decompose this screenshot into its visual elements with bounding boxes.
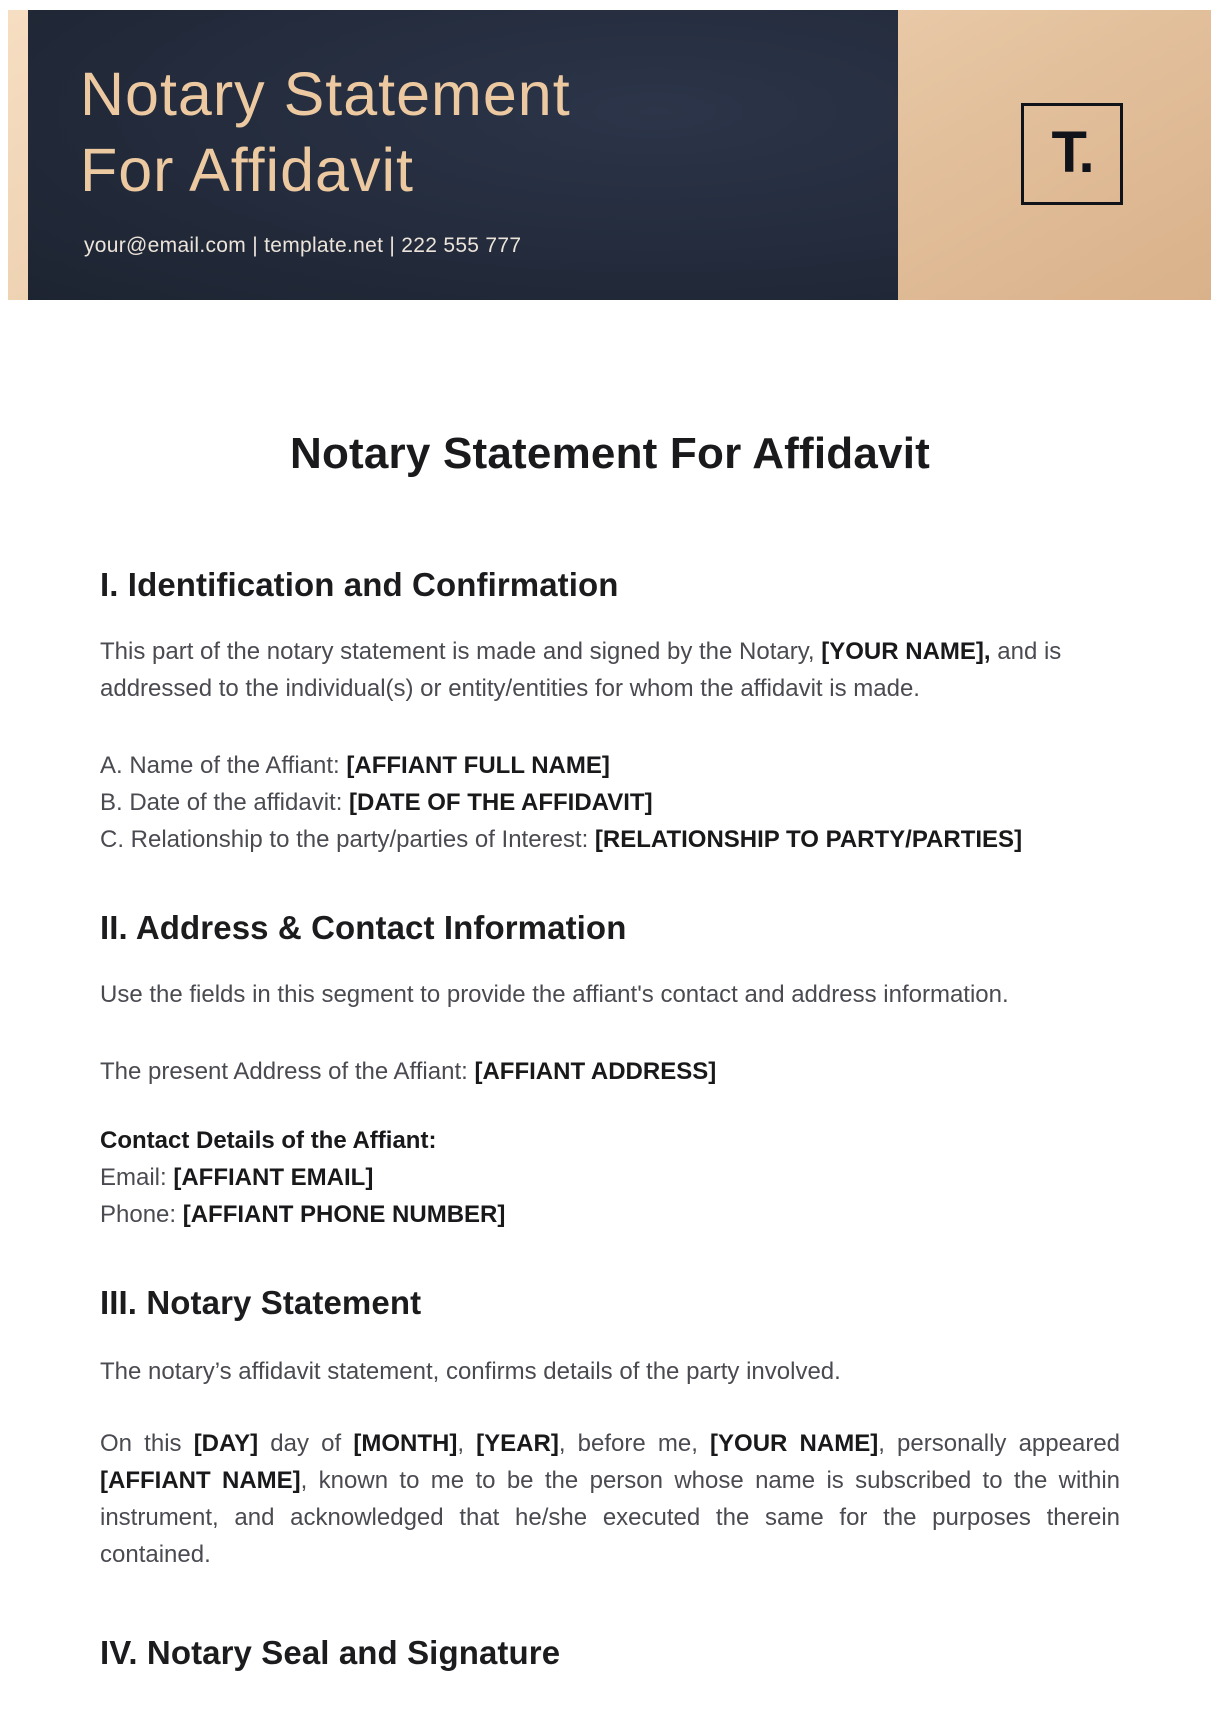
header-contact-line: your@email.com | template.net | 222 555 777: [84, 234, 522, 257]
header-title-line-2: For Affidavit: [80, 136, 414, 204]
section1-list: [100, 747, 1120, 858]
list-item-a: A. Name of the Affiant: [AFFIANT FULL NAME]: [100, 752, 610, 779]
document-title: Notary Statement For Affidavit: [289, 429, 930, 478]
header-title-line-1: Notary Statement: [80, 60, 571, 128]
notary-statement-paragraph: On this [DAY] day of [MONTH], [YEAR], before me, [YOUR NAME], personally appeared [AFFIANT NAME], known to me to be the person whose name is subscribed to the within instrument, and acknowledged that he/she executed the same for the purposes therein contained.: [100, 1430, 1121, 1568]
header-title: [80, 56, 571, 208]
section3-intro: The notary’s affidavit statement, confirms details of the party involved.: [100, 1358, 841, 1385]
header-navy-panel: [28, 10, 898, 300]
contact-email-line: Email: [AFFIANT EMAIL]: [100, 1164, 374, 1191]
section2-heading: II. Address & Contact Information: [100, 909, 627, 946]
contact-phone-line: Phone: [AFFIANT PHONE NUMBER]: [100, 1201, 506, 1228]
section4-heading: IV. Notary Seal and Signature: [100, 1634, 561, 1671]
affiant-address-line: The present Address of the Affiant: [AFFIANT ADDRESS]: [100, 1058, 717, 1085]
header-banner: [8, 10, 1211, 300]
template-logo: [1021, 103, 1123, 205]
list-item-b: B. Date of the affidavit: [DATE OF THE AFFIDAVIT]: [100, 789, 653, 816]
section2-intro: Use the fields in this segment to provide the affiant's contact and address information.: [100, 981, 1009, 1008]
contact-details-heading: Contact Details of the Affiant:: [100, 1127, 437, 1154]
section3-heading: III. Notary Statement: [100, 1284, 422, 1321]
contact-details-block: [100, 1122, 1120, 1233]
list-item-c: C. Relationship to the party/parties of Interest: [RELATIONSHIP TO PARTY/PARTIES]: [100, 826, 1023, 853]
section1-heading: I. Identification and Confirmation: [100, 566, 619, 603]
template-logo-icon: T.: [1051, 119, 1093, 185]
section1-intro: This part of the notary statement is made and signed by the Notary, [YOUR NAME], and is addressed to the individual(s) or entity/entities for whom the affidavit is made.: [100, 638, 1062, 702]
document-content: [0, 300, 1220, 1673]
